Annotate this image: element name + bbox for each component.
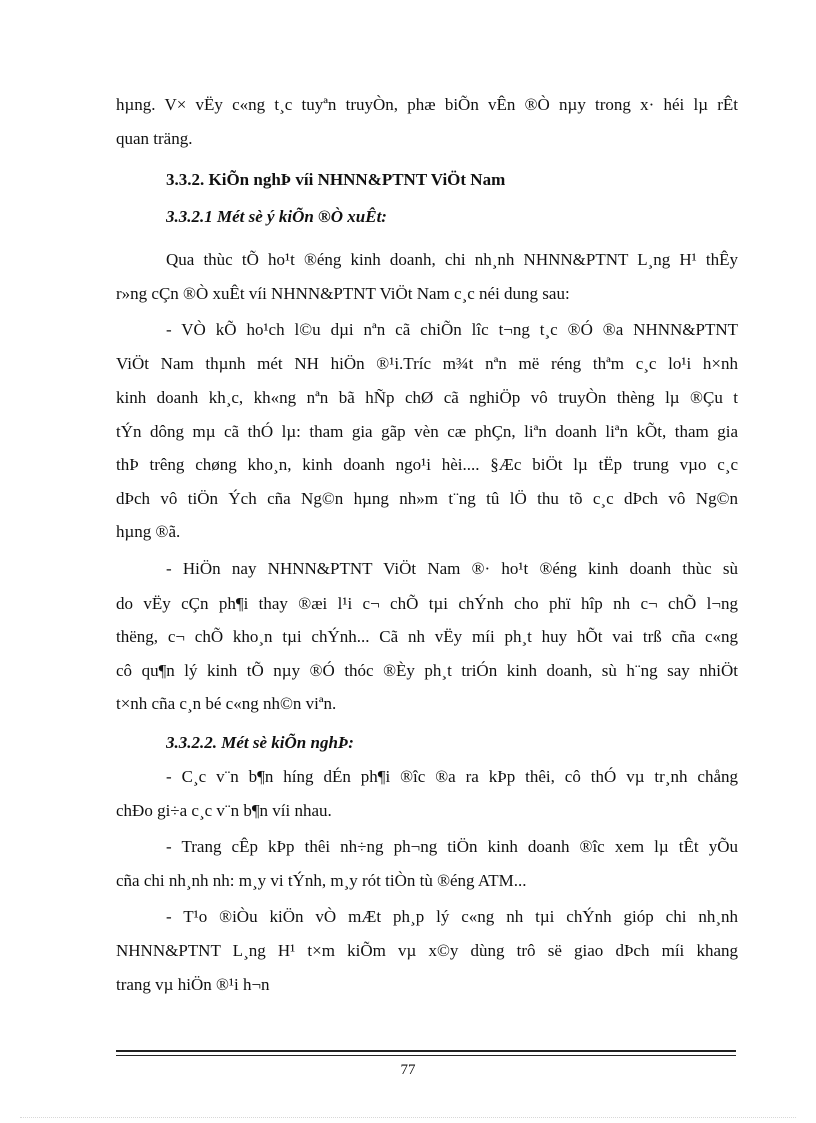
section-heading: 3.3.2. KiÕn nghÞ víi NHNN&PTNT ViÖt Nam [166, 170, 506, 189]
text-line: ViÖt Nam thµnh mét NH hiÖn ®¹i.Tríc m¾t nªn më réng thªm c¸c lo¹i h×nh [116, 354, 738, 373]
section-heading: 3.3.2.2. Mét sè kiÕn nghÞ: [166, 733, 354, 752]
text-line: dÞch vô tiÖn Ých cña Ng©n hµng nh»m t¨ng tû lÖ thu tõ c¸c dÞch vô Ng©n [116, 489, 738, 508]
text-line: tÝn dông mµ cã thÓ lµ: tham gia gãp vèn cæ phÇn, liªn doanh liªn kÕt, tham gia [116, 422, 738, 441]
text-line: - T¹o ®iÒu kiÖn vÒ mÆt ph¸p lý c«ng nh tµi chÝnh gióp chi nh¸nh [166, 907, 738, 926]
text-line: r»ng cÇn ®Ò xuÊt víi NHNN&PTNT ViÖt Nam c¸c néi dung sau: [116, 284, 570, 303]
text-line: quan träng. [116, 129, 193, 148]
page-edge-divider [20, 1117, 796, 1118]
page-number: 77 [400, 1062, 416, 1078]
text-line: - VÒ kÕ ho¹ch l©u dµi nªn cã chiÕn lîc t¬ng t¸c ®Ó ®a NHNN&PTNT [166, 320, 738, 339]
text-line: cña chi nh¸nh nh: m¸y vi tÝnh, m¸y rót tiÒn tù ®éng ATM... [116, 871, 527, 890]
footer-rule-thick [116, 1050, 736, 1052]
text-line: hµng ®ã. [116, 522, 181, 541]
text-line: t×nh cña c¸n bé c«ng nh©n viªn. [116, 694, 337, 713]
text-line: do vËy cÇn ph¶i thay ®æi l¹i c¬ chÕ tµi chÝnh cho phï hîp nh c¬ chÕ l¬ng [116, 594, 738, 613]
footer-rule-thin [116, 1055, 736, 1056]
text-line: kinh doanh kh¸c, kh«ng nªn bã hÑp chØ cã nghiÖp vô truyÒn thèng lµ ®Çu t [116, 388, 738, 407]
text-line: NHNN&PTNT L¸ng H¹ t×m kiÕm vµ x©y dùng trô së giao dÞch míi khang [116, 941, 738, 960]
text-line: - Trang cÊp kÞp thêi nh÷ng ph¬ng tiÖn kinh doanh ®îc xem lµ tÊt yÕu [166, 837, 738, 856]
text-line: Qua thùc tÕ ho¹t ®éng kinh doanh, chi nh¸nh NHNN&PTNT L¸ng H¹ thÊy [166, 250, 738, 269]
text-line: trang vµ hiÖn ®¹i h¬n [116, 975, 270, 994]
text-line: thëng, c¬ chÕ kho¸n tµi chÝnh... Cã nh vËy míi ph¸t huy hÕt vai trß cña c«ng [116, 627, 738, 646]
section-heading: 3.3.2.1 Mét sè ý kiÕn ®Ò xuÊt: [166, 207, 387, 226]
text-line: - HiÖn nay NHNN&PTNT ViÖt Nam ®· ho¹t ®éng kinh doanh thùc sù [166, 559, 738, 578]
text-line: thÞ trêng chøng kho¸n, kinh doanh ngo¹i hèi.... §Æc biÖt lµ tËp trung vµo c¸c [116, 455, 738, 474]
text-line: chÐo gi÷a c¸c v¨n b¶n víi nhau. [116, 801, 332, 820]
text-line: hµng. V× vËy c«ng t¸c tuyªn truyÒn, phæ biÕn vÊn ®Ò nµy trong x· héi lµ rÊt [116, 95, 738, 114]
text-line: - C¸c v¨n b¶n híng dÉn ph¶i ®îc ®a ra kÞp thêi, cô thÓ vµ tr¸nh chång [166, 767, 738, 786]
text-line: cô qu¶n lý kinh tÕ nµy ®Ó thóc ®Èy ph¸t triÓn kinh doanh, sù h¨ng say nhiÖt [116, 661, 738, 680]
